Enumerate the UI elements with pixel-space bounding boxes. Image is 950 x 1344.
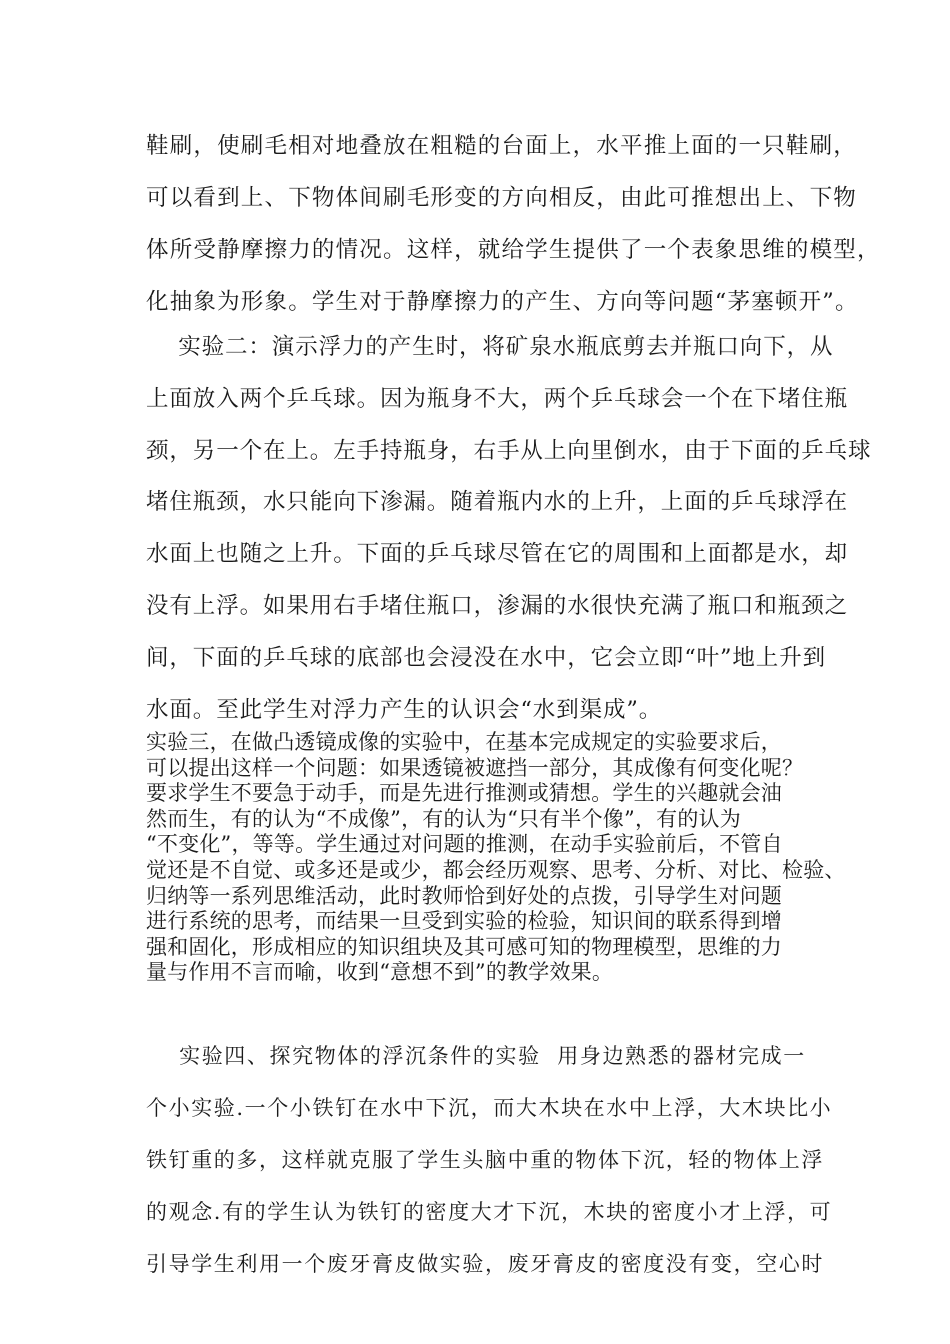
paragraph-shoe-brush — [146, 120, 881, 328]
text-line: 铁钉重的多，这样就克服了学生头脑中重的物体下沉，轻的物体上浮 — [146, 1148, 824, 1172]
text-line: 引导学生利用一个废牙膏皮做实验，废牙膏皮的密度没有变，空心时 — [146, 1252, 824, 1276]
text-line: 的观念.有的学生认为铁钉的密度大才下沉，木块的密度小才上浮，可 — [146, 1200, 833, 1224]
text-line: 归纳等一系列思维活动，此时教师恰到好处的点拨，引导学生对问题 — [146, 883, 782, 908]
text-line: 体所受静摩擦力的情况。这样，就给学生提供了一个表象思维的模型， — [146, 237, 881, 263]
text-line: 没有上浮。如果用右手堵住瓶口，渗漏的水很快充满了瓶口和瓶颈之 — [146, 592, 849, 619]
paragraph-experiment-four — [146, 1030, 833, 1290]
text-line: 上面放入两个乒乓球。因为瓶身不大，两个乒乓球会一个在下堵住瓶 — [146, 385, 849, 412]
text-line: 实验三，在做凸透镜成像的实验中，在基本完成规定的实验要求后， — [146, 730, 782, 754]
text-line: 水面。至此学生对浮力产生的认识会“水到渠成”。 — [146, 696, 663, 723]
text-line: 鞋刷，使刷毛相对地叠放在粗糙的台面上，水平推上面的一只鞋刷， — [146, 133, 858, 159]
text-line: 量与作用不言而喻，收到“意想不到”的教学效果。 — [146, 960, 614, 985]
text-line: 要求学生不要急于动手，而是先进行推测或猜想。学生的兴趣就会油 — [146, 781, 782, 806]
text-line: 水面上也随之上升。下面的乒乓球尽管在它的周围和上面都是水，却 — [146, 541, 849, 568]
text-line: 实验二：演示浮力的产生时，将矿泉水瓶底剪去并瓶口向下，从 — [146, 334, 834, 360]
text-line: 堵住瓶颈，水只能向下渗漏。随着瓶内水的上升，上面的乒乓球浮在 — [146, 489, 849, 516]
text-line: 强和固化，形成相应的知识组块及其可感可知的物理模型，思维的力 — [146, 934, 782, 959]
text-line: 然而生，有的认为“不成像”，有的认为“只有半个像”，有的认为 — [146, 806, 741, 831]
text-line: 实验四、探究物体的浮沉条件的实验 用身边熟悉的器材完成一 — [146, 1044, 806, 1068]
text-line: “不变化”，等等。学生通过对问题的推测，在动手实验前后，不管自 — [146, 832, 783, 857]
text-line: 间，下面的乒乓球的底部也会浸没在水中，它会立即“叶”地上升到 — [146, 644, 827, 671]
text-line: 可以提出这样一个问题：如果透镜被遮挡一部分，其成像有何变化呢？ — [146, 755, 804, 780]
text-line: 可以看到上、下物体间刷毛形变的方向相反，由此可推想出上、下物 — [146, 185, 858, 211]
paragraph-experiment-two — [146, 322, 872, 736]
text-line: 个小实验.一个小铁钉在水中下沉，而大木块在水中上浮，大木块比小 — [146, 1096, 833, 1120]
text-line: 颈，另一个在上。左手持瓶身，右手从上向里倒水，由于下面的乒乓球 — [146, 437, 872, 464]
paragraph-experiment-three — [146, 730, 846, 986]
text-line: 化抽象为形象。学生对于静摩擦力的产生、方向等问题“茅塞顿开”。 — [146, 289, 859, 315]
text-line: 进行系统的思考，而结果一旦受到实验的检验，知识间的联系得到增 — [146, 909, 782, 934]
text-line: 觉还是不自觉、或多还是或少，都会经历观察、思考、分析、对比、检验、 — [146, 857, 846, 882]
